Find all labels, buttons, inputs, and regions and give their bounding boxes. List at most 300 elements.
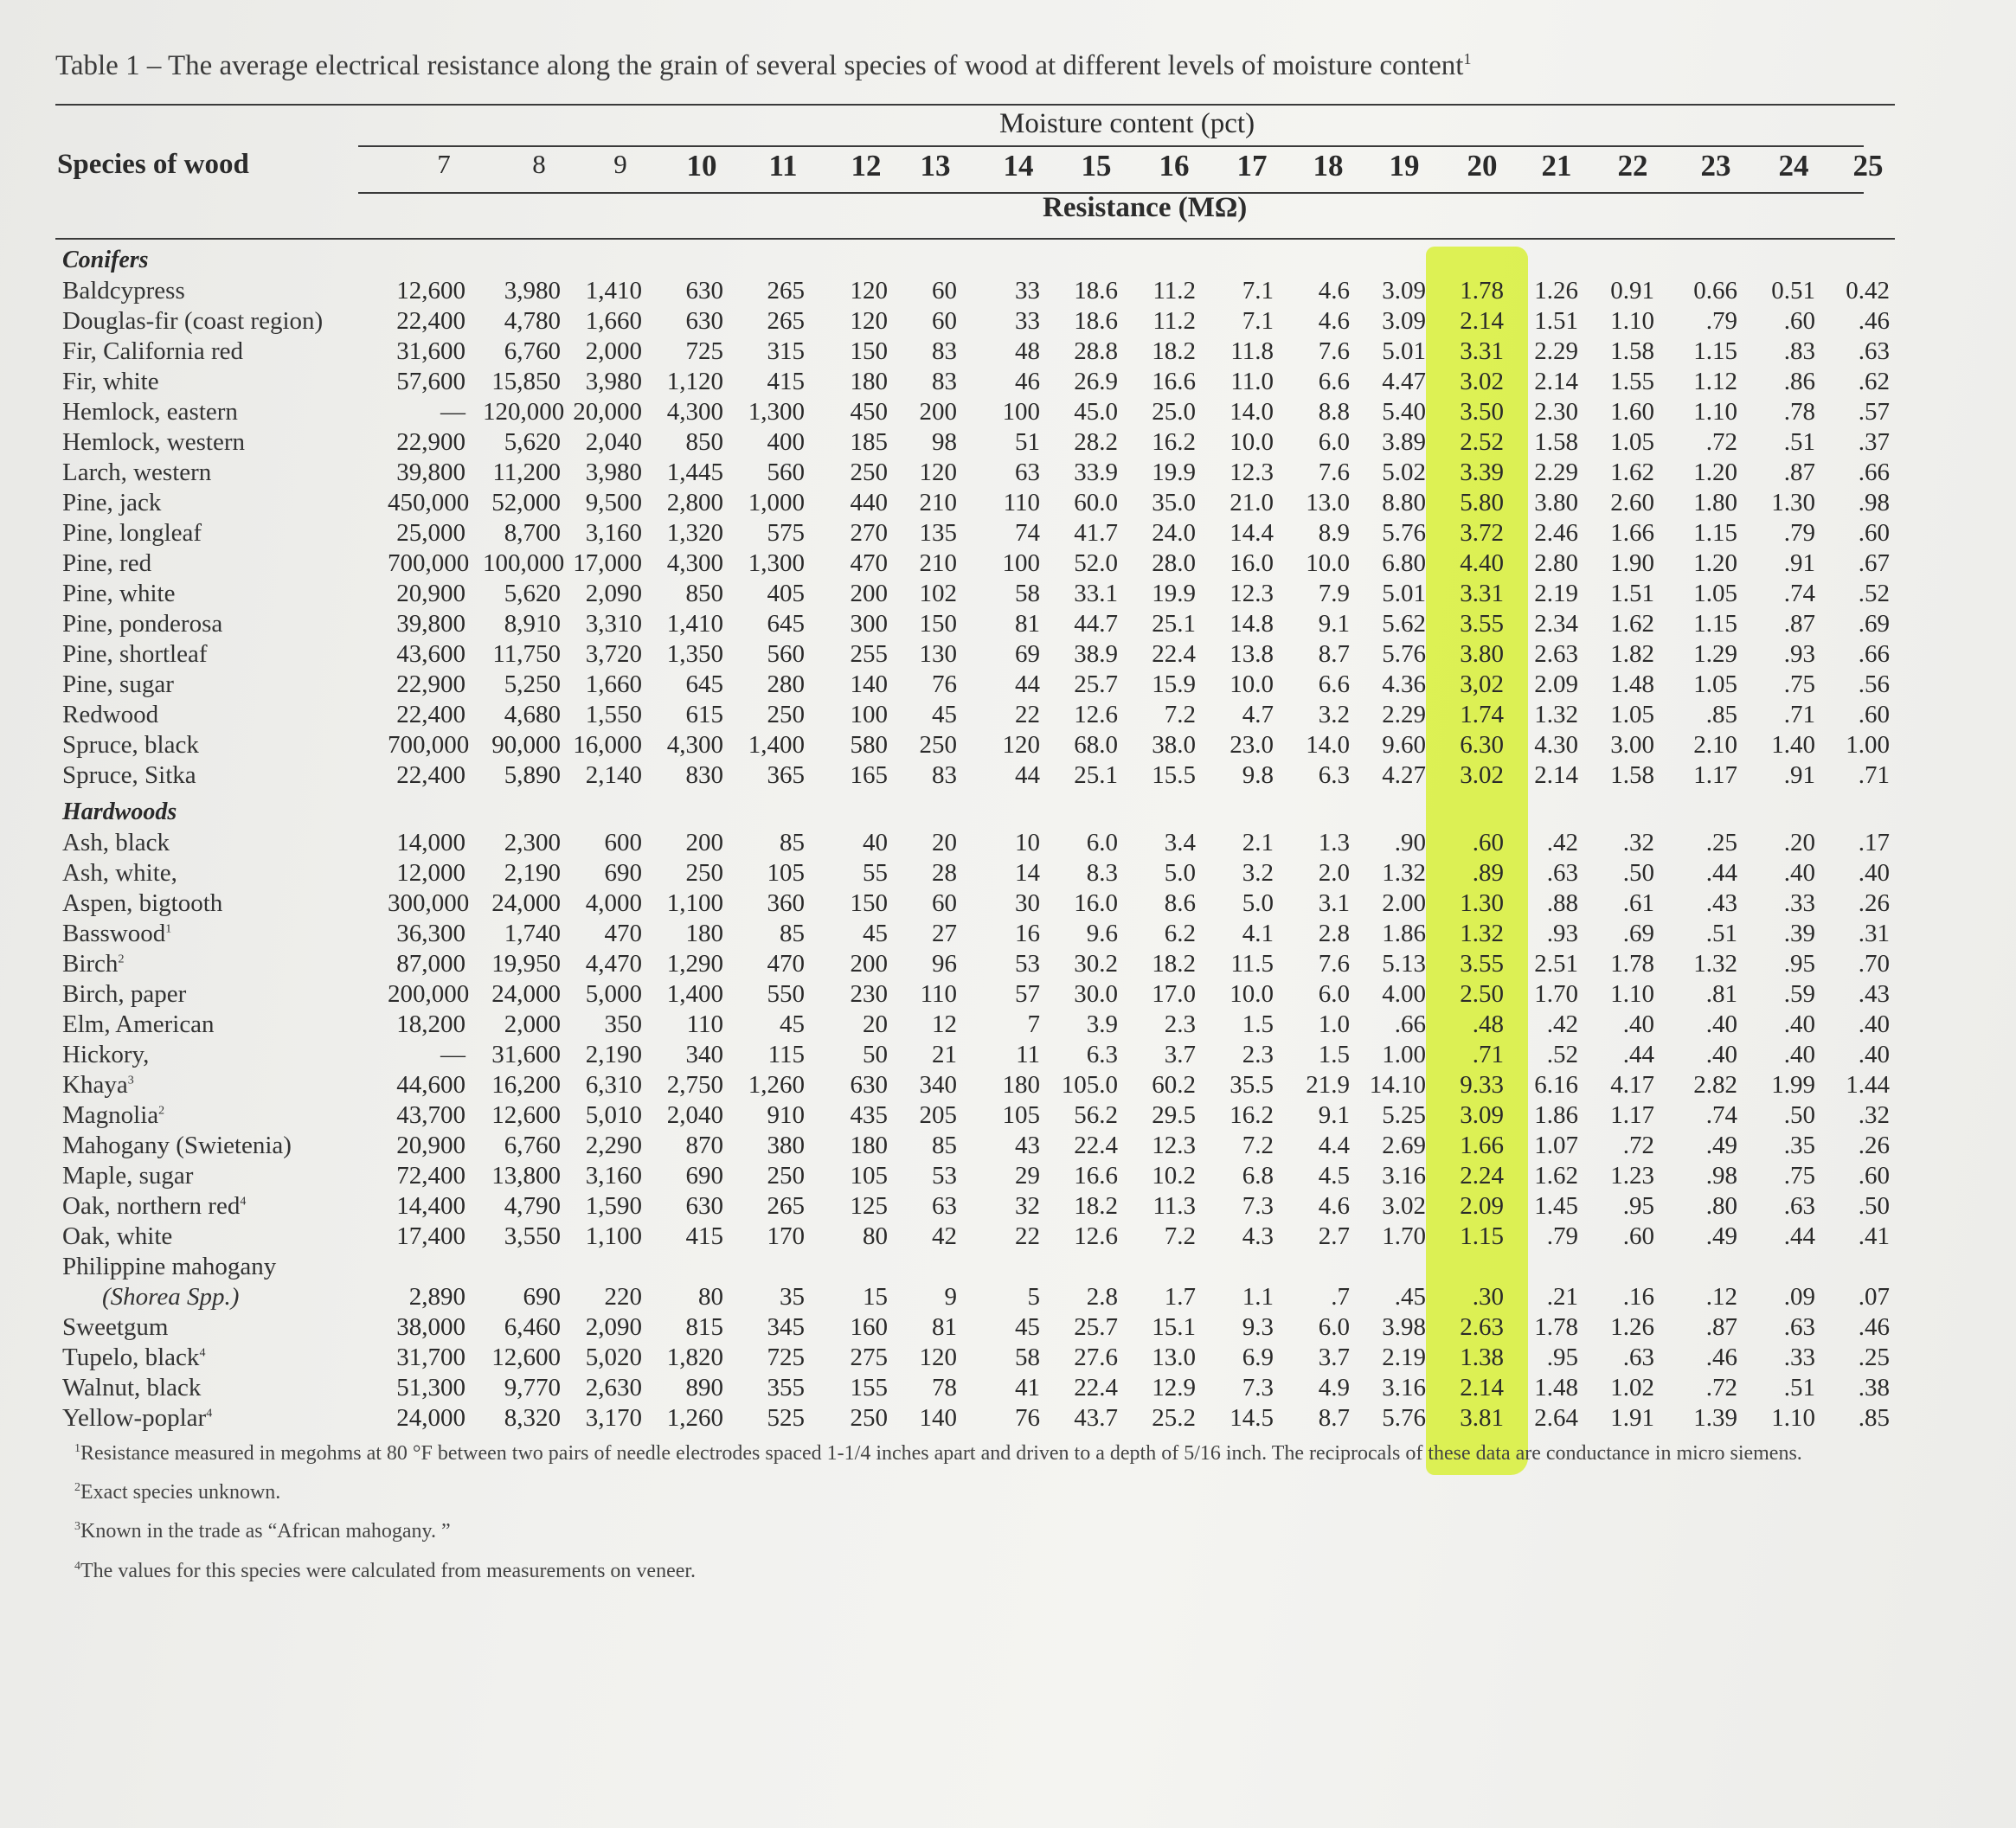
table-title <box>55 50 1471 82</box>
table-cell: 4.7 <box>1242 701 1274 728</box>
table-cell: 100,000 <box>483 549 565 577</box>
table-cell: 1.38 <box>1460 1344 1504 1371</box>
table-cell: 1.23 <box>1610 1162 1654 1190</box>
table-cell: 8,700 <box>504 519 561 547</box>
table-cell: 9.60 <box>1382 731 1426 759</box>
table-cell: 200 <box>919 398 957 426</box>
table-cell: 150 <box>850 337 888 365</box>
table-cell: .74 <box>1705 1101 1737 1129</box>
table-row <box>0 398 2016 427</box>
table-cell: 33.9 <box>1074 459 1118 486</box>
table-cell: 3,160 <box>585 1162 642 1190</box>
table-row <box>0 1010 2016 1040</box>
table-cell: 300,000 <box>388 889 470 917</box>
table-cell: 6.16 <box>1534 1071 1578 1099</box>
table-cell: 4.17 <box>1610 1071 1654 1099</box>
table-cell: 18.6 <box>1074 307 1118 335</box>
table-cell: 185 <box>850 428 888 456</box>
table-cell: 14.4 <box>1230 519 1274 547</box>
table-cell: .69 <box>1622 920 1654 947</box>
table-cell: .44 <box>1622 1041 1654 1068</box>
table-cell: 18.2 <box>1074 1192 1118 1220</box>
table-cell: 30 <box>1015 889 1040 917</box>
species-name: Ash, black <box>62 829 170 856</box>
column-header-23: 23 <box>1700 149 1731 183</box>
table-cell: .95 <box>1546 1344 1578 1371</box>
table-cell: 25.7 <box>1074 670 1118 698</box>
table-cell: 13.0 <box>1306 489 1350 516</box>
footnote-1: $^1$Resistance measured in megohms at 80 °F between two pairs of needle electrodes spaced 1-1/4 inches apart and driven to a depth of 5/16 inch. The reciprocals of these data are conductance in micro siemens. <box>74 1442 1802 1465</box>
table-cell: 9.8 <box>1242 761 1274 789</box>
species-name: Pine, ponderosa <box>62 610 223 638</box>
table-cell: 69 <box>1015 640 1040 668</box>
species-name: Spruce, black <box>62 731 199 759</box>
table-cell: 4.4 <box>1318 1132 1350 1159</box>
species-name: Hickory, <box>62 1041 150 1068</box>
table-cell: 1,290 <box>666 950 723 978</box>
table-cell: 1.10 <box>1610 307 1654 335</box>
table-cell: 11.8 <box>1230 337 1274 365</box>
table-cell: 5,620 <box>504 428 561 456</box>
table-cell: 21.0 <box>1230 489 1274 516</box>
table-cell: 1,320 <box>666 519 723 547</box>
table-cell: 2.46 <box>1534 519 1578 547</box>
table-cell: 52,000 <box>491 489 561 516</box>
table-cell: 250 <box>685 859 723 887</box>
table-cell: — <box>440 398 465 426</box>
table-cell: 725 <box>767 1344 805 1371</box>
species-name: Oak, northern red$^4$ <box>62 1192 247 1220</box>
table-cell: 105 <box>767 859 805 887</box>
table-row <box>0 1253 2016 1282</box>
table-cell: 0.91 <box>1610 277 1654 305</box>
table-cell: 2,750 <box>666 1071 723 1099</box>
table-cell: 85 <box>780 829 805 856</box>
table-cell: 1.30 <box>1771 489 1815 516</box>
table-cell: 22.4 <box>1074 1132 1118 1159</box>
section-label-hardwoods: Hardwoods <box>62 799 177 825</box>
species-name: Birch$^2$ <box>62 950 125 978</box>
table-cell: 14.10 <box>1369 1071 1426 1099</box>
table-cell: 25.2 <box>1152 1404 1196 1432</box>
column-header-12: 12 <box>851 149 882 183</box>
table-row <box>0 368 2016 397</box>
table-cell: 2,290 <box>585 1132 642 1159</box>
table-cell: .33 <box>1783 889 1815 917</box>
table-cell: 2,190 <box>504 859 561 887</box>
table-cell: 1.32 <box>1534 701 1578 728</box>
table-cell: 2.09 <box>1460 1192 1504 1220</box>
title-footnote-mark: 1 <box>1463 50 1472 67</box>
table-cell: 600 <box>604 829 642 856</box>
table-cell: 1.32 <box>1382 859 1426 887</box>
table-cell: 80 <box>863 1222 888 1250</box>
table-cell: 1.66 <box>1460 1132 1504 1159</box>
table-cell: .75 <box>1783 1162 1815 1190</box>
table-cell: 4,000 <box>585 889 642 917</box>
table-cell: 72,400 <box>396 1162 465 1190</box>
table-cell: .60 <box>1472 829 1504 856</box>
table-title-text: Table 1 – The average electrical resistance along the grain of several species of wood at different levels of moisture content <box>55 50 1464 81</box>
table-cell: 3.16 <box>1382 1162 1426 1190</box>
table-cell: 60 <box>932 307 957 335</box>
table-cell: 210 <box>919 549 957 577</box>
table-cell: 22 <box>1015 701 1040 728</box>
table-cell: 55 <box>863 859 888 887</box>
table-cell: 2.09 <box>1534 670 1578 698</box>
species-name: Mahogany (Swietenia) <box>62 1132 292 1159</box>
table-cell: 4.6 <box>1318 277 1350 305</box>
table-cell: 33 <box>1015 277 1040 305</box>
table-cell: 1.05 <box>1610 701 1654 728</box>
table-cell: 1.3 <box>1318 829 1350 856</box>
table-cell: 18.2 <box>1152 950 1196 978</box>
species-name: Philippine mahogany <box>62 1253 277 1280</box>
table-row <box>0 1192 2016 1222</box>
table-cell: 9 <box>944 1283 957 1311</box>
table-cell: .66 <box>1394 1010 1426 1038</box>
table-cell: 1.12 <box>1693 368 1737 395</box>
table-cell: 28.2 <box>1074 428 1118 456</box>
table-cell: 45 <box>780 1010 805 1038</box>
table-cell: 12 <box>932 1010 957 1038</box>
table-cell: 2.19 <box>1534 580 1578 607</box>
table-cell: 17.0 <box>1152 980 1196 1008</box>
table-cell: 1,820 <box>666 1344 723 1371</box>
table-cell: 10 <box>1015 829 1040 856</box>
table-cell: 2.14 <box>1460 1374 1504 1401</box>
table-cell: 210 <box>919 489 957 516</box>
table-cell: .66 <box>1858 640 1890 668</box>
table-cell: 9,500 <box>585 489 642 516</box>
table-cell: 1.99 <box>1771 1071 1815 1099</box>
table-cell: 51,300 <box>396 1374 465 1401</box>
column-header-22: 22 <box>1617 149 1648 183</box>
table-cell: 40 <box>863 829 888 856</box>
table-cell: 5,890 <box>504 761 561 789</box>
table-cell: 32 <box>1015 1192 1040 1220</box>
species-name: Fir, California red <box>62 337 244 365</box>
table-cell: 4.47 <box>1382 368 1426 395</box>
table-cell: 1.45 <box>1534 1192 1578 1220</box>
species-name: Maple, sugar <box>62 1162 194 1190</box>
table-cell: 815 <box>685 1313 723 1341</box>
table-cell: .63 <box>1783 1192 1815 1220</box>
table-cell: 1.86 <box>1534 1101 1578 1129</box>
table-row <box>0 950 2016 979</box>
table-cell: 3.9 <box>1086 1010 1118 1038</box>
table-cell: .45 <box>1394 1283 1426 1311</box>
table-cell: 1,100 <box>585 1222 642 1250</box>
table-cell: 14.8 <box>1230 610 1274 638</box>
table-cell: .46 <box>1858 1313 1890 1341</box>
table-cell: 250 <box>919 731 957 759</box>
table-cell: 180 <box>1002 1071 1040 1099</box>
table-cell: 1.70 <box>1534 980 1578 1008</box>
table-cell: 4.40 <box>1460 549 1504 577</box>
table-cell: 1,660 <box>585 670 642 698</box>
table-cell: .40 <box>1783 1041 1815 1068</box>
table-cell: 1.05 <box>1610 428 1654 456</box>
table-cell: 38.0 <box>1152 731 1196 759</box>
table-cell: 2.63 <box>1460 1313 1504 1341</box>
table-cell: 100 <box>1002 398 1040 426</box>
table-row <box>0 549 2016 579</box>
table-cell: 11.3 <box>1152 1192 1196 1220</box>
species-name: Pine, jack <box>62 489 162 516</box>
table-cell: 2.69 <box>1382 1132 1426 1159</box>
table-row <box>0 277 2016 306</box>
table-cell: 6.0 <box>1318 428 1350 456</box>
table-cell: 1.29 <box>1693 640 1737 668</box>
table-cell: 10.0 <box>1230 428 1274 456</box>
table-cell: .72 <box>1705 1374 1737 1401</box>
table-cell: 1.5 <box>1242 1010 1274 1038</box>
table-row <box>0 1222 2016 1252</box>
table-cell: .71 <box>1783 701 1815 728</box>
table-cell: 2,090 <box>585 580 642 607</box>
table-cell: 85 <box>932 1132 957 1159</box>
table-cell: 16.6 <box>1152 368 1196 395</box>
table-cell: 2.24 <box>1460 1162 1504 1190</box>
table-cell: 6.6 <box>1318 368 1350 395</box>
table-cell: 23.0 <box>1230 731 1274 759</box>
table-cell: 35.0 <box>1152 489 1196 516</box>
table-cell: .40 <box>1783 859 1815 887</box>
table-cell: 6.3 <box>1318 761 1350 789</box>
table-row <box>0 731 2016 760</box>
table-cell: .17 <box>1858 829 1890 856</box>
species-name: Pine, shortleaf <box>62 640 208 668</box>
table-cell: 14.0 <box>1230 398 1274 426</box>
table-cell: 31,600 <box>396 337 465 365</box>
table-cell: 120 <box>850 307 888 335</box>
table-cell: .49 <box>1705 1222 1737 1250</box>
species-name: Redwood <box>62 701 159 728</box>
table-cell: 41.7 <box>1074 519 1118 547</box>
table-cell: 1.00 <box>1382 1041 1426 1068</box>
table-cell: .40 <box>1783 1010 1815 1038</box>
table-cell: 11 <box>1016 1041 1040 1068</box>
table-cell: 87,000 <box>396 950 465 978</box>
table-cell: 1.1 <box>1242 1283 1274 1311</box>
table-cell: 1.58 <box>1534 428 1578 456</box>
table-cell: 8.7 <box>1318 640 1350 668</box>
table-cell: .91 <box>1783 761 1815 789</box>
table-cell: .44 <box>1783 1222 1815 1250</box>
table-cell: 11.2 <box>1152 277 1196 305</box>
table-cell: 53 <box>1015 950 1040 978</box>
table-cell: 645 <box>767 610 805 638</box>
table-cell: 115 <box>767 1041 805 1068</box>
table-cell: 5.01 <box>1382 337 1426 365</box>
table-cell: 11.2 <box>1152 307 1196 335</box>
table-cell: 300 <box>850 610 888 638</box>
species-name: Walnut, black <box>62 1374 202 1401</box>
table-cell: 630 <box>685 277 723 305</box>
table-cell: 96 <box>932 950 957 978</box>
table-cell: .25 <box>1705 829 1737 856</box>
table-cell: .69 <box>1858 610 1890 638</box>
table-cell: 125 <box>850 1192 888 1220</box>
table-cell: 630 <box>850 1071 888 1099</box>
table-cell: 140 <box>850 670 888 698</box>
table-row <box>0 1101 2016 1131</box>
table-cell: 140 <box>919 1404 957 1432</box>
table-cell: 3.80 <box>1534 489 1578 516</box>
table-row <box>0 1404 2016 1434</box>
table-cell: 4.6 <box>1318 1192 1350 1220</box>
table-cell: .7 <box>1331 1283 1350 1311</box>
table-cell: 35.5 <box>1230 1071 1274 1099</box>
table-cell: 45 <box>932 701 957 728</box>
column-header-14: 14 <box>1003 149 1034 183</box>
table-cell: 22,400 <box>396 761 465 789</box>
table-cell: 170 <box>767 1222 805 1250</box>
species-name: Tupelo, black$^4$ <box>62 1344 206 1371</box>
table-cell: 44 <box>1015 670 1040 698</box>
table-cell: 6,310 <box>585 1071 642 1099</box>
table-cell: 1.86 <box>1382 920 1426 947</box>
table-cell: 870 <box>685 1132 723 1159</box>
table-cell: 5.40 <box>1382 398 1426 426</box>
table-cell: 1,120 <box>666 368 723 395</box>
table-cell: 57 <box>1015 980 1040 1008</box>
table-cell: 9.1 <box>1318 1101 1350 1129</box>
table-cell: 200 <box>850 580 888 607</box>
table-cell: 46 <box>1015 368 1040 395</box>
table-cell: 1,660 <box>585 307 642 335</box>
species-name: Ash, white, <box>62 859 177 887</box>
table-cell: 1,100 <box>666 889 723 917</box>
species-name: Baldcypress <box>62 277 185 305</box>
table-cell: 1,260 <box>748 1071 805 1099</box>
table-cell: 2.14 <box>1534 761 1578 789</box>
table-cell: 3.39 <box>1460 459 1504 486</box>
table-cell: .52 <box>1858 580 1890 607</box>
moisture-rule <box>358 145 1864 147</box>
table-row <box>0 337 2016 367</box>
column-header-15: 15 <box>1081 149 1112 183</box>
column-header-19: 19 <box>1389 149 1420 183</box>
table-cell: 98 <box>932 428 957 456</box>
table-cell: .81 <box>1705 980 1737 1008</box>
table-cell: 645 <box>685 670 723 698</box>
table-cell: 450,000 <box>388 489 470 516</box>
table-cell: 12.3 <box>1230 580 1274 607</box>
table-cell: .33 <box>1783 1344 1815 1371</box>
table-cell: 3.09 <box>1382 307 1426 335</box>
table-cell: 360 <box>767 889 805 917</box>
table-cell: 2,040 <box>585 428 642 456</box>
table-cell: 355 <box>767 1374 805 1401</box>
table-cell: 8.3 <box>1086 859 1118 887</box>
table-cell: .90 <box>1394 829 1426 856</box>
table-cell: 3,980 <box>585 459 642 486</box>
table-row <box>0 761 2016 791</box>
table-cell: 63 <box>1015 459 1040 486</box>
table-cell: 250 <box>850 459 888 486</box>
table-cell: 27.6 <box>1074 1344 1118 1371</box>
table-cell: 1.91 <box>1610 1404 1654 1432</box>
table-cell: 76 <box>932 670 957 698</box>
table-cell: 1.32 <box>1460 920 1504 947</box>
table-cell: 11.5 <box>1230 950 1274 978</box>
table-cell: 1.78 <box>1460 277 1504 305</box>
species-name: Larch, western <box>62 459 212 486</box>
table-cell: .78 <box>1783 398 1815 426</box>
table-cell: 850 <box>685 428 723 456</box>
table-cell: 3.02 <box>1460 368 1504 395</box>
table-cell: 12,000 <box>396 859 465 887</box>
table-cell: 22,400 <box>396 701 465 728</box>
table-cell: 6,760 <box>504 337 561 365</box>
table-cell: 7.3 <box>1242 1374 1274 1401</box>
table-cell: 21.9 <box>1306 1071 1350 1099</box>
table-cell: 3.98 <box>1382 1313 1426 1341</box>
table-cell: .79 <box>1546 1222 1578 1250</box>
table-cell: .98 <box>1858 489 1890 516</box>
table-cell: .37 <box>1858 428 1890 456</box>
table-cell: 3,02 <box>1460 670 1504 698</box>
table-cell: .46 <box>1705 1344 1737 1371</box>
table-cell: 18.6 <box>1074 277 1118 305</box>
table-cell: 6.0 <box>1086 829 1118 856</box>
table-cell: 3.1 <box>1318 889 1350 917</box>
table-cell: 58 <box>1015 580 1040 607</box>
table-cell: 1.62 <box>1534 1162 1578 1190</box>
table-cell: 345 <box>767 1313 805 1341</box>
table-cell: 1.5 <box>1318 1041 1350 1068</box>
table-cell: 43,700 <box>396 1101 465 1129</box>
table-cell: 1.55 <box>1610 368 1654 395</box>
table-cell: 19.9 <box>1152 580 1196 607</box>
table-cell: 9.3 <box>1242 1313 1274 1341</box>
table-cell: 1.44 <box>1846 1071 1890 1099</box>
table-cell: 630 <box>685 1192 723 1220</box>
table-cell: 78 <box>932 1374 957 1401</box>
table-cell: 3.7 <box>1318 1344 1350 1371</box>
table-cell: 1.26 <box>1610 1313 1654 1341</box>
table-cell: .59 <box>1783 980 1815 1008</box>
table-cell: 8.8 <box>1318 398 1350 426</box>
table-cell: 2.29 <box>1534 459 1578 486</box>
table-cell: 6.0 <box>1318 1313 1350 1341</box>
table-cell: 31,700 <box>396 1344 465 1371</box>
table-cell: 7.9 <box>1318 580 1350 607</box>
table-cell: .32 <box>1858 1101 1890 1129</box>
table-cell: 7.6 <box>1318 950 1350 978</box>
table-cell: 205 <box>919 1101 957 1129</box>
table-cell: 60.0 <box>1074 489 1118 516</box>
table-cell: 2,630 <box>585 1374 642 1401</box>
table-cell: 14,400 <box>396 1192 465 1220</box>
table-cell: 2.29 <box>1382 701 1426 728</box>
table-cell: .21 <box>1546 1283 1578 1311</box>
table-cell: .26 <box>1858 1132 1890 1159</box>
table-cell: 1.74 <box>1460 701 1504 728</box>
table-cell: 5,250 <box>504 670 561 698</box>
table-cell: 340 <box>919 1071 957 1099</box>
table-cell: 20 <box>932 829 957 856</box>
table-cell: 1.02 <box>1610 1374 1654 1401</box>
table-cell: 1.58 <box>1610 761 1654 789</box>
table-cell: 16.2 <box>1230 1101 1274 1129</box>
table-cell: 830 <box>685 761 723 789</box>
table-cell: 30.2 <box>1074 950 1118 978</box>
table-row <box>0 1313 2016 1343</box>
table-row <box>0 670 2016 700</box>
